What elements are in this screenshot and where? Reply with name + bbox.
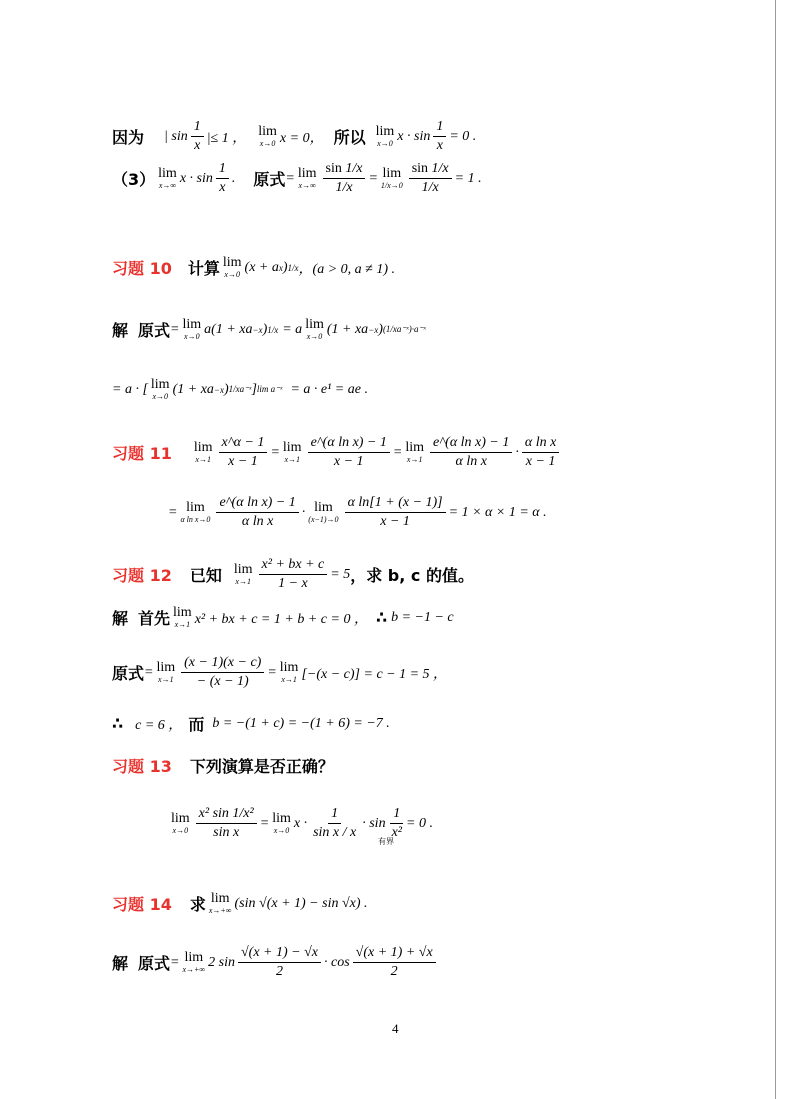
- original-label-14: 原式: [138, 954, 171, 973]
- sol14-cos: · cos: [324, 954, 350, 970]
- lim-x-to-inf-b: lim x→∞: [297, 166, 317, 190]
- b-value: b = −(1 + c) = −(1 + 6) = −7 .: [212, 715, 390, 731]
- exercise-12-title: 习题 12: [112, 566, 172, 585]
- lim-x-to-1-ex12: lim x→1: [233, 562, 253, 586]
- solution-12-line-1: [112, 606, 454, 629]
- exercise-11: 习题 11 lim x→1 $\frac{x\^{}\alpha - 1}{x - 1}$ = lim x→1 $\frac{\text{e\textasciicircum{}(α ln x) − 1}}{x - 1}$ = lim x→1 $\frac{\text{e\textasciicircum{}(α ln x) − 1}}{\text{α ln x}}$ · $\frac{\text{α ln x}}{x - 1}$: [112, 434, 562, 471]
- ex10-expr: (x + a: [244, 259, 279, 275]
- line1-end: = 0 .: [449, 128, 477, 144]
- ex11b-frac-1: $\frac{\text{e\textasciicircum{}(α ln x) − 1}}{\text{α ln x}}$: [216, 494, 298, 531]
- lim-expr-2: x · sin: [397, 128, 431, 144]
- sol14-frac-1: $\frac{√(x + 1) - √x}{2}$: [238, 944, 321, 981]
- ex12-ask: ，求 b, c 的值。: [350, 566, 474, 585]
- sol10b-expr-1: = a · [: [112, 381, 148, 397]
- original-label-10: 原式: [138, 321, 171, 340]
- c-value: c = 6 ，: [135, 717, 183, 733]
- abs-sin: | sin: [164, 128, 188, 144]
- sin-over-1-over-x: $\frac{\sin 1/x}{1/x}$: [323, 160, 366, 197]
- exercise-13: [112, 754, 334, 777]
- sol10-expr-1: a(1 + xa: [204, 321, 253, 337]
- lim-x-to-inf: lim x→∞: [158, 166, 177, 190]
- item-3-dot: .: [231, 170, 236, 186]
- sol12a-expr-2: b = −1 − c: [391, 609, 454, 625]
- lim-x-to-1-sol12: lim x→1: [173, 605, 192, 629]
- ex11-frac-1: $\frac{x\^{}\alpha - 1}{x - 1}$: [219, 434, 268, 471]
- eq13-frac-main: $\frac{\text{x² sin 1/x²}}{\text{sin x}}$: [196, 805, 257, 842]
- ex11-frac-2: $\frac{\text{e\textasciicircum{}(α ln x) − 1}}{x - 1}$: [308, 434, 390, 471]
- lim-x-to-1-sol12b: lim x→1: [156, 660, 176, 684]
- and-label: 而: [188, 715, 205, 734]
- fraction-1-over-x: $\frac{1}{x}$: [191, 118, 204, 155]
- solution-14: 解 原式 = lim x→+∞ 2 sin $\frac{√(x + 1) - √x}{2}$ · cos $\frac{√(x + 1) + √x}{2}$: [112, 944, 439, 981]
- sol14-frac-2: $\frac{√(x + 1) + √x}{2}$: [353, 944, 436, 981]
- lim-x-to-plus-inf-sol14: lim x→+∞: [182, 950, 206, 974]
- lim-alnx-to-0: lim α ln x→0: [180, 500, 211, 524]
- lim-x-to-0-ex10: lim x→0: [222, 255, 242, 279]
- ex11b-result: = 1 × α × 1 = α .: [448, 504, 547, 520]
- ex11-frac-3: $\frac{\text{e\textasciicircum{}(α ln x) − 1}}{\text{α ln x}}$: [430, 434, 512, 471]
- sol10b-result: = a · e¹ = ae .: [290, 381, 368, 397]
- sol10-expr-2: = a: [282, 321, 303, 337]
- fraction-1-over-x-b: $\frac{1}{x}$: [433, 118, 446, 155]
- lim-1-over-x-to-0: lim 1/x→0: [380, 166, 403, 190]
- exercise-13-title: 习题 13: [112, 757, 172, 776]
- ex14-expr: (sin √(x + 1) − sin √x) .: [234, 895, 368, 911]
- therefore-symbol: ∴: [375, 608, 388, 627]
- ex11-frac-4: $\frac{\text{α ln x}}{x - 1}$: [522, 434, 559, 471]
- ex14-ask: 求: [189, 895, 206, 914]
- lim-x-minus-1-to-0: lim (x−1)→0: [308, 500, 339, 524]
- ex13-question: 下列演算是否正确？: [189, 757, 334, 776]
- lim-x-to-0-eq13-b: lim x→0: [272, 811, 291, 835]
- original-label-12: 原式: [112, 664, 145, 683]
- sol10b-expr-2: (1 + xa: [172, 381, 214, 397]
- lim-x-to-0-eq13: lim x→0: [171, 811, 190, 835]
- solution-10-line-2: = a · [ lim x→0 (1 + xa −x ) 1/xa⁻ˣ ] lim a⁻ˣ = a · e¹ = ae .: [112, 377, 368, 401]
- solution-12-line-3: [112, 712, 390, 735]
- ex12-frac: $\frac{\text{x² + bx + c}}{1 - x}$: [259, 556, 328, 593]
- item-3-expr: x · sin: [179, 170, 213, 186]
- page-edge-rule: [775, 0, 776, 1099]
- bounded-note: 有界: [378, 837, 394, 846]
- sol12a-expr: x² + bx + c = 1 + b + c = 0 ，: [194, 611, 368, 627]
- exercise-14: [112, 892, 368, 915]
- so-label: 所以: [333, 128, 366, 147]
- item-3-label: （3）: [112, 170, 156, 189]
- eq13-frac-mid: $\frac{1}{\text{sin x / x}}$: [313, 806, 357, 840]
- solution-label-12: 解: [112, 609, 129, 628]
- line-because: [112, 118, 476, 155]
- solution-label-14: 解: [112, 954, 129, 973]
- sol10-expr-3: (1 + xa: [326, 321, 369, 337]
- first-label: 首先: [138, 609, 171, 628]
- ex11b-frac-2: $\frac{\text{α ln[1 + (x − 1)]}}{x - 1}$: [345, 494, 446, 531]
- exercise-12: [112, 556, 474, 593]
- lim-x-to-0: lim x→0: [258, 124, 277, 148]
- exercise-11-title: 习题 11: [112, 444, 172, 463]
- exercise-10: 习题 10 计算 lim x→0 (x + a x ) 1/x ，(a > 0, a ≠ 1) .: [112, 255, 395, 279]
- eq13-sin: · sin: [362, 815, 386, 831]
- exercise-14-title: 习题 14: [112, 895, 172, 914]
- sol12b-expr: [−(x − c)] = c − 1 = 5 ，: [301, 666, 448, 682]
- solution-label: 解: [112, 321, 129, 340]
- line-item-3: （3） lim x→∞ x · sin $\frac{1}{x}$ . 原式 = lim x→∞ $\frac{\sin 1/x}{1/x}$ = lim 1/x→0 $\frac{\sin 1/x}{1/x}$ = 1 .: [112, 161, 482, 195]
- page-number: 4: [392, 1021, 399, 1036]
- sin-over-1-over-x-b: $\frac{\sin 1/x}{1/x}$: [409, 160, 452, 197]
- ex12-eq: = 5: [330, 566, 351, 582]
- lim-x-to-1-ex11-b: lim x→1: [282, 440, 302, 464]
- lim-x-to-0-sol10: lim x→0: [182, 317, 202, 341]
- item-3-result: = 1 .: [454, 170, 482, 186]
- exercise-11-line-2: = lim α ln x→0 $\frac{\text{e\textasciicircum{}(α ln x) − 1}}{\text{α ln x}}$ · lim (x−1)→0 $\frac{\text{α ln[1 + (x − 1)]}}{x - 1}$ = 1 × α × 1 = α .: [168, 495, 547, 529]
- sol12b-frac: $\frac{(x - 1)(x - c)}{- (x - 1)}$: [181, 654, 264, 691]
- lim-x-to-0-sol10-b: lim x→0: [305, 317, 324, 341]
- lim-x-to-1-ex11-c: lim x→1: [405, 440, 425, 464]
- because-label: 因为: [112, 128, 145, 147]
- lim-expr: x = 0，: [279, 130, 324, 146]
- sol10b-expr-3: ]: [251, 381, 257, 397]
- known-label: 已知: [189, 566, 222, 585]
- lim-x-to-0-sol10b: lim x→0: [150, 377, 170, 401]
- lim-x-to-1-ex11: lim x→1: [193, 440, 213, 464]
- eq13-frac-sin: $\frac{1}{\text{x²}}$: [391, 806, 402, 840]
- solution-10-line-1: 解 原式 = lim x→0 a(1 + xa −x ) 1/x = a lim x→0 (1 + xa −x ) (1/xa⁻ˣ)·a⁻ˣ: [112, 317, 426, 341]
- compute-label: 计算: [187, 259, 220, 278]
- therefore-symbol-2: ∴: [112, 714, 124, 733]
- exercise-10-title: 习题 10: [112, 259, 172, 278]
- sol14-expr: 2 sin: [208, 954, 235, 970]
- lim-x-to-1-sol12b-b: lim x→1: [279, 660, 299, 684]
- solution-12-line-2: 原式 = lim x→1 $\frac{(x - 1)(x - c)}{- (x - 1)}$ = lim x→1 [−(x − c)] = c − 1 = 5 ，: [112, 655, 448, 689]
- fraction-1-over-x-c: $\frac{1}{x}$: [216, 160, 229, 197]
- equation-13: lim x→0 $\frac{\text{x² sin 1/x²}}{\text{sin x}}$ = lim x→0 x · $\frac{1}{\text{sin x / x}}$ · sin $\frac{1}{\text{x²}}$ 有界 = 0 .: [171, 806, 433, 846]
- eq13-result: = 0 .: [406, 815, 433, 831]
- original-label: 原式: [253, 170, 286, 189]
- ex10-condition: ，(a > 0, a ≠ 1) .: [298, 261, 395, 277]
- abs-tail: |≤ 1 ，: [206, 130, 247, 146]
- lim-x-to-0-b: lim x→0: [375, 124, 395, 148]
- lim-x-to-plus-inf: lim x→+∞: [208, 891, 232, 915]
